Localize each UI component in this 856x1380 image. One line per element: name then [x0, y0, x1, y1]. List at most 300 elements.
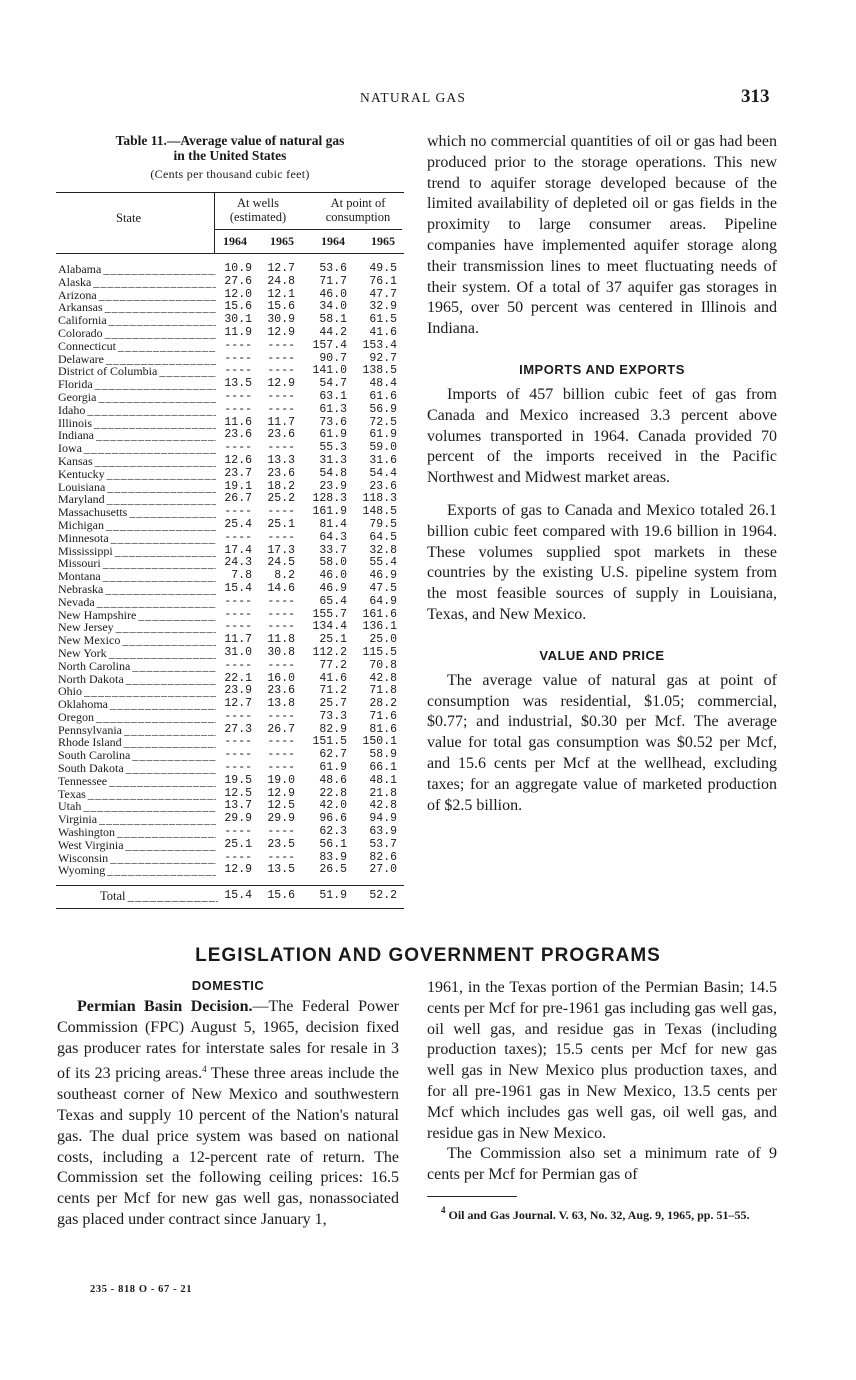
consumption-1965-cell: 61.9 — [369, 428, 397, 442]
consumption-1964-cell: 157.4 — [312, 338, 347, 352]
total-row — [56, 886, 404, 906]
state-cell: Texas _ _ _ — [58, 788, 216, 801]
footnote — [427, 1203, 777, 1223]
consumption-1965-cell: 55.4 — [369, 556, 397, 570]
state-cell: New York _ _ _ — [58, 647, 216, 660]
consumption-1965-cell: 63.9 — [369, 825, 397, 839]
consumption-1964-cell: 151.5 — [312, 735, 347, 749]
consumption-1965-cell: 56.9 — [369, 402, 397, 416]
wells-1965-cell: 11.7 — [267, 415, 295, 429]
wells-1965-cell: ---- — [267, 620, 295, 634]
consumption-1964-cell: 134.4 — [312, 620, 347, 634]
wells-1964-cell: 24.3 — [224, 556, 252, 570]
wells-1965-cell: 25.1 — [267, 517, 295, 531]
table-row — [56, 826, 404, 839]
state-cell: Connecticut _ _ _ — [58, 340, 216, 353]
consumption-1965-cell: 71.6 — [369, 709, 397, 723]
table-units: (Cents per thousand cubic feet) — [150, 167, 310, 181]
consumption-1964-cell: 90.7 — [319, 351, 347, 365]
state-cell: Nebraska _ _ _ — [58, 583, 216, 596]
footnote-text: Oil and Gas Journal. V. 63, No. 32, Aug. 9, 1965, pp. 51–55. — [448, 1207, 750, 1222]
state-cell: Michigan _ _ _ — [58, 519, 216, 532]
wells-1964-cell: ---- — [224, 709, 252, 723]
wells-1965-cell: 23.6 — [267, 684, 295, 698]
consumption-1965-cell: 81.6 — [369, 722, 397, 736]
state-cell: North Dakota _ _ _ — [58, 673, 216, 686]
wells-1965-cell: 12.9 — [267, 377, 295, 391]
permian-text-b: These three areas include the southeast corner of New Mexico and southwestern Texas and supply 10 percent of the Nation's natural gas. The dual price system was based on national costs, including a 12-percent rate of return. The Commission set the following ceiling prices: 16.5 cents per Mcf for new gas well gas, nonassociated gas placed under contract since January 1, — [57, 1065, 399, 1228]
wells-1964-cell: ---- — [224, 620, 252, 634]
consumption-1964-cell: 81.4 — [319, 517, 347, 531]
wells-1964-cell: 15.4 — [224, 581, 252, 595]
state-cell: Maryland _ _ _ — [58, 493, 216, 506]
consumption-1964-cell: 73.3 — [319, 709, 347, 723]
wells-1965-cell: 18.2 — [267, 479, 295, 493]
consumption-1964-cell: 25.7 — [319, 697, 347, 711]
consumption-1965-cell: 82.6 — [369, 850, 397, 864]
state-cell: Arkansas _ _ _ — [58, 301, 216, 314]
wells-1964-cell: ---- — [224, 351, 252, 365]
header-year: 1964 — [321, 234, 345, 248]
consumption-1964-cell: 46.9 — [319, 581, 347, 595]
ceiling-prices-continuation: 1961, in the Texas portion of the Permian Basin; 14.5 cents per Mcf for pre-1961 gas including gas well gas, oil well gas, and residue gas in Texas (including production taxes); 15.5 cents per Mcf for new gas well gas in New Mexico plus production taxes, and for all pre-1961 gas in New Mexico, 13.5 cents per Mcf which includes gas well gas, oil well gas, and residue gas in New Mexico. — [427, 979, 777, 1142]
consumption-1964-cell: 34.0 — [319, 300, 347, 314]
table-row — [56, 391, 404, 404]
table-row — [56, 583, 404, 596]
state-cell: Kansas _ _ _ — [58, 455, 216, 468]
state-cell: Wisconsin _ _ _ — [58, 852, 216, 865]
wells-1965-cell: ---- — [267, 351, 295, 365]
table-caption-line2: in the United States — [173, 148, 287, 163]
state-cell: New Hampshire _ _ _ — [58, 609, 216, 622]
wells-1965-cell: 30.9 — [267, 313, 295, 327]
wells-1964-cell: ---- — [224, 658, 252, 672]
wells-1964-cell: 12.6 — [224, 453, 252, 467]
consumption-1965-cell: 41.6 — [369, 325, 397, 339]
state-cell: Pennsylvania _ _ _ — [58, 724, 216, 737]
legislation-heading: LEGISLATION AND GOVERNMENT PROGRAMS — [195, 945, 661, 966]
state-cell: South Carolina _ _ _ — [58, 749, 216, 762]
consumption-1964-cell: 62.3 — [319, 825, 347, 839]
imports-exports-heading: IMPORTS AND EXPORTS — [519, 361, 685, 377]
total-label: Total _ _ _ — [100, 886, 218, 906]
consumption-1964-cell: 96.6 — [319, 812, 347, 826]
consumption-1965-cell: 153.4 — [362, 338, 397, 352]
wells-1965-cell: ---- — [267, 607, 295, 621]
printer-code: 235 - 818 O - 67 - 21 — [90, 1284, 193, 1295]
wells-1964-cell: 31.0 — [224, 645, 252, 659]
wells-1964-cell: 12.0 — [224, 287, 252, 301]
consumption-1965-cell: 79.5 — [369, 517, 397, 531]
wells-1965-cell: 29.9 — [267, 812, 295, 826]
state-cell: District of Columbia _ _ _ — [58, 365, 216, 378]
wells-1965-cell: 23.6 — [267, 428, 295, 442]
state-cell: Arizona _ _ _ — [58, 289, 216, 302]
consumption-1965-cell: 94.9 — [369, 812, 397, 826]
table-row — [56, 557, 404, 570]
wells-1964-cell: ---- — [224, 441, 252, 455]
state-cell: Missouri _ _ _ — [58, 557, 216, 570]
wells-1965-cell: 11.8 — [267, 633, 295, 647]
consumption-1964-cell: 55.3 — [319, 441, 347, 455]
state-cell: Mississippi _ _ _ — [58, 545, 216, 558]
consumption-1964-cell: 155.7 — [312, 607, 347, 621]
consumption-1965-cell: 53.7 — [369, 837, 397, 851]
consumption-1965-cell: 25.0 — [369, 633, 397, 647]
wells-1964-cell: ---- — [224, 825, 252, 839]
wells-1965-cell: 12.9 — [267, 325, 295, 339]
wells-1965-cell: 12.1 — [267, 287, 295, 301]
permian-text-a: —The Federal Power Commission (FPC) August 5, 1965, decision fixed gas producer rates for interstate sales for resale in 3 of its 23 pricing areas. — [57, 998, 399, 1083]
wells-1964-cell: 26.7 — [224, 492, 252, 506]
wells-1965-cell: ---- — [267, 338, 295, 352]
table-row — [56, 519, 404, 532]
wells-1965-cell: ---- — [267, 441, 295, 455]
state-cell: Utah _ _ _ — [58, 800, 216, 813]
consumption-1964-cell: 54.8 — [319, 466, 347, 480]
consumption-1964-cell: 83.9 — [319, 850, 347, 864]
state-cell: Wyoming _ _ _ — [58, 864, 216, 877]
table-row — [56, 276, 404, 289]
consumption-1965-cell: 46.9 — [369, 569, 397, 583]
state-cell: West Virginia _ _ _ — [58, 839, 216, 852]
total-consumption-1965: 52.2 — [369, 889, 397, 903]
consumption-1965-cell: 28.2 — [369, 697, 397, 711]
consumption-1964-cell: 71.2 — [319, 684, 347, 698]
running-header — [0, 86, 856, 110]
wells-1965-cell: 19.0 — [267, 773, 295, 787]
table-header — [56, 192, 404, 254]
wells-1965-cell: ---- — [267, 761, 295, 775]
wells-1965-cell: ---- — [267, 850, 295, 864]
wells-1965-cell: 12.7 — [267, 262, 295, 275]
state-cell: Ohio _ _ _ — [58, 685, 216, 698]
consumption-1964-cell: 161.9 — [312, 505, 347, 519]
table-row — [56, 839, 404, 852]
table-row — [56, 762, 404, 775]
wells-1964-cell: 11.7 — [224, 633, 252, 647]
table-row — [56, 634, 404, 647]
state-cell: Virginia _ _ _ — [58, 813, 216, 826]
wells-1965-cell: 24.8 — [267, 274, 295, 288]
consumption-1964-cell: 61.9 — [319, 761, 347, 775]
consumption-1965-cell: 72.5 — [369, 415, 397, 429]
consumption-1964-cell: 53.6 — [319, 262, 347, 275]
wells-1965-cell: 30.8 — [267, 645, 295, 659]
table-row — [56, 698, 404, 711]
consumption-1965-cell: 71.8 — [369, 684, 397, 698]
wells-1964-cell: ---- — [224, 530, 252, 544]
consumption-1964-cell: 48.6 — [319, 773, 347, 787]
wells-1964-cell: 12.9 — [224, 863, 252, 877]
consumption-1965-cell: 64.5 — [369, 530, 397, 544]
header-year: 1965 — [270, 234, 294, 248]
consumption-1964-cell: 23.9 — [319, 479, 347, 493]
value-paragraph: The average value of natural gas at point of consumption was residential, $1.05; commercial, $0.77; and industrial, $0.30 per Mcf. The average value for total gas consumption was $0.52 per Mcf, and 15.6 cents per Mcf at the wellhead, excluding taxes; for an aggregate value of marketed production of $2.5 billion. — [427, 671, 777, 814]
footnote-rule — [427, 1196, 517, 1197]
consumption-1965-cell: 23.6 — [369, 479, 397, 493]
state-cell: Idaho _ _ _ — [58, 404, 216, 417]
consumption-1965-cell: 136.1 — [362, 620, 397, 634]
table-row — [56, 263, 404, 276]
wells-1965-cell: 13.8 — [267, 697, 295, 711]
table-row — [56, 596, 404, 609]
value-price-heading: VALUE AND PRICE — [539, 647, 665, 663]
wells-1964-cell: 12.5 — [224, 786, 252, 800]
table-row — [56, 468, 404, 481]
wells-1964-cell: ---- — [224, 594, 252, 608]
wells-1965-cell: ---- — [267, 735, 295, 749]
wells-1965-cell: ---- — [267, 505, 295, 519]
consumption-1965-cell: 47.5 — [369, 581, 397, 595]
wells-1965-cell: 13.5 — [267, 863, 295, 877]
wells-1965-cell: 15.6 — [267, 300, 295, 314]
consumption-1964-cell: 26.5 — [319, 863, 347, 877]
state-cell: North Carolina _ _ _ — [58, 660, 216, 673]
consumption-1964-cell: 46.0 — [319, 569, 347, 583]
wells-1964-cell: 13.5 — [224, 377, 252, 391]
consumption-1964-cell: 63.1 — [319, 389, 347, 403]
header-at-wells: At wells (estimated) — [229, 196, 287, 224]
header-year: 1964 — [223, 234, 247, 248]
consumption-1965-cell: 27.0 — [369, 863, 397, 877]
consumption-1964-cell: 58.1 — [319, 313, 347, 327]
wells-1965-cell: 16.0 — [267, 671, 295, 685]
state-cell: Washington _ _ _ — [58, 826, 216, 839]
consumption-1965-cell: 48.1 — [369, 773, 397, 787]
consumption-1965-cell: 148.5 — [362, 505, 397, 519]
state-cell: South Dakota _ _ _ — [58, 762, 216, 775]
consumption-1965-cell: 64.9 — [369, 594, 397, 608]
table-row — [56, 660, 404, 673]
wells-1964-cell: 23.6 — [224, 428, 252, 442]
wells-1964-cell: 30.1 — [224, 313, 252, 327]
wells-1965-cell: ---- — [267, 709, 295, 723]
consumption-1964-cell: 54.7 — [319, 377, 347, 391]
wells-1965-cell: ---- — [267, 594, 295, 608]
state-cell: Georgia _ _ _ — [58, 391, 216, 404]
footnote-mark: 4 — [441, 1204, 446, 1215]
wells-1965-cell: 13.3 — [267, 453, 295, 467]
wells-1964-cell: ---- — [224, 364, 252, 378]
consumption-1965-cell: 58.9 — [369, 748, 397, 762]
state-cell: Louisiana _ _ _ — [58, 481, 216, 494]
consumption-1964-cell: 56.1 — [319, 837, 347, 851]
state-cell: Florida _ _ _ — [58, 378, 216, 391]
consumption-1964-cell: 42.0 — [319, 799, 347, 813]
wells-1964-cell: 15.6 — [224, 300, 252, 314]
consumption-1964-cell: 65.4 — [319, 594, 347, 608]
consumption-1965-cell: 47.7 — [369, 287, 397, 301]
state-cell: Indiana _ _ _ — [58, 429, 216, 442]
wells-1964-cell: ---- — [224, 748, 252, 762]
state-cell: Montana _ _ _ — [58, 570, 216, 583]
legislation-left-column — [57, 978, 399, 1231]
table-row — [56, 532, 404, 545]
consumption-1965-cell: 66.1 — [369, 761, 397, 775]
consumption-1964-cell: 82.9 — [319, 722, 347, 736]
consumption-1964-cell: 22.8 — [319, 786, 347, 800]
table-row — [56, 864, 404, 877]
wells-1965-cell: 17.3 — [267, 543, 295, 557]
consumption-1964-cell: 31.3 — [319, 453, 347, 467]
domestic-heading: DOMESTIC — [191, 978, 265, 993]
state-cell: Minnesota _ _ _ — [58, 532, 216, 545]
consumption-1964-cell: 33.7 — [319, 543, 347, 557]
consumption-1964-cell: 46.0 — [319, 287, 347, 301]
wells-1965-cell: 23.6 — [267, 466, 295, 480]
consumption-1964-cell: 25.1 — [319, 633, 347, 647]
wells-1964-cell: ---- — [224, 505, 252, 519]
state-cell: Illinois _ _ _ — [58, 417, 216, 430]
state-cell: Kentucky _ _ _ — [58, 468, 216, 481]
wells-1965-cell: ---- — [267, 530, 295, 544]
imports-paragraph: Imports of 457 billion cubic feet of gas from Canada and Mexico increased 3.3 percent above volumes transported in 1964. Canada provided 70 percent of the imports received in the Pacific Northwest and Midwest market areas. — [427, 385, 777, 487]
header-state: State — [116, 211, 141, 225]
consumption-1965-cell: 32.9 — [369, 300, 397, 314]
state-cell: Massachusetts _ _ _ — [58, 506, 216, 519]
total-wells-1965: 15.6 — [267, 889, 295, 903]
wells-1964-cell: 22.1 — [224, 671, 252, 685]
state-cell: Rhode Island _ _ _ — [58, 736, 216, 749]
wells-1965-cell: 25.2 — [267, 492, 295, 506]
wells-1965-cell: ---- — [267, 825, 295, 839]
table-row — [56, 775, 404, 788]
consumption-1965-cell: 54.4 — [369, 466, 397, 480]
table-row — [56, 340, 404, 353]
wells-1965-cell: 24.5 — [267, 556, 295, 570]
exports-paragraph: Exports of gas to Canada and Mexico totaled 26.1 billion cubic feet compared with 19.6 billion in 1964. These volumes supplied spot markets in these countries by the existing U.S. pipeline system from the most feasible sources of supply in Louisiana, Texas, and New Mexico. — [427, 501, 777, 623]
wells-1965-cell: ---- — [267, 748, 295, 762]
header-rule — [214, 229, 402, 230]
consumption-1964-cell: 44.2 — [319, 325, 347, 339]
consumption-1965-cell: 32.8 — [369, 543, 397, 557]
consumption-1965-cell: 48.4 — [369, 377, 397, 391]
wells-1964-cell: 7.8 — [231, 569, 252, 583]
consumption-1965-cell: 138.5 — [362, 364, 397, 378]
consumption-1965-cell: 161.6 — [362, 607, 397, 621]
wells-1964-cell: 27.6 — [224, 274, 252, 288]
consumption-1965-cell: 42.8 — [369, 671, 397, 685]
consumption-1964-cell: 58.0 — [319, 556, 347, 570]
wells-1964-cell: 19.1 — [224, 479, 252, 493]
consumption-1965-cell: 21.8 — [369, 786, 397, 800]
wells-1965-cell: 14.6 — [267, 581, 295, 595]
consumption-1965-cell: 115.5 — [362, 645, 397, 659]
wells-1965-cell: ---- — [267, 389, 295, 403]
state-cell: Delaware _ _ _ — [58, 353, 216, 366]
state-cell: Tennessee _ _ _ — [58, 775, 216, 788]
state-cell: Oregon _ _ _ — [58, 711, 216, 724]
wells-1964-cell: 25.4 — [224, 517, 252, 531]
wells-1964-cell: 11.6 — [224, 415, 252, 429]
wells-1964-cell: 17.4 — [224, 543, 252, 557]
consumption-1964-cell: 64.3 — [319, 530, 347, 544]
table-row — [56, 570, 404, 583]
state-cell: Alaska _ _ _ — [58, 276, 216, 289]
state-cell: Oklahoma _ _ _ — [58, 698, 216, 711]
table-row — [56, 711, 404, 724]
state-cell: Nevada _ _ _ — [58, 596, 216, 609]
wells-1964-cell: ---- — [224, 850, 252, 864]
table-caption-line1: Table 11.—Average value of natural gas — [115, 133, 345, 148]
consumption-1965-cell: 42.8 — [369, 799, 397, 813]
wells-1964-cell: ---- — [224, 761, 252, 775]
wells-1964-cell: 13.7 — [224, 799, 252, 813]
wells-1965-cell: ---- — [267, 658, 295, 672]
footnote-reference: 4 — [202, 1064, 207, 1075]
running-title: NATURAL GAS — [360, 90, 467, 105]
wells-1965-cell: 23.5 — [267, 837, 295, 851]
consumption-1965-cell: 150.1 — [362, 735, 397, 749]
total-consumption-1964: 51.9 — [319, 889, 347, 903]
wells-1964-cell: 10.9 — [224, 262, 252, 275]
consumption-1965-cell: 49.5 — [369, 262, 397, 275]
wells-1964-cell: ---- — [224, 607, 252, 621]
consumption-1964-cell: 71.7 — [319, 274, 347, 288]
table-row — [56, 327, 404, 340]
table-bottom-rule — [56, 908, 404, 909]
consumption-1965-cell: 70.8 — [369, 658, 397, 672]
wells-1964-cell: 23.7 — [224, 466, 252, 480]
consumption-1964-cell: 141.0 — [312, 364, 347, 378]
table-row — [56, 647, 404, 660]
value-table — [56, 133, 404, 909]
state-cell: Colorado _ _ _ — [58, 327, 216, 340]
wells-1964-cell: ---- — [224, 389, 252, 403]
legislation-right-column — [427, 978, 777, 1223]
minimum-rate-paragraph: The Commission also set a minimum rate of 9 cents per Mcf for Permian gas of — [427, 1145, 777, 1184]
state-cell: Alabama _ _ _ — [58, 263, 216, 276]
state-cell: New Jersey _ _ _ — [58, 621, 216, 634]
table-caption — [56, 133, 404, 163]
consumption-1964-cell: 61.9 — [319, 428, 347, 442]
consumption-1964-cell: 61.3 — [319, 402, 347, 416]
wells-1965-cell: 12.5 — [267, 799, 295, 813]
consumption-1964-cell: 77.2 — [319, 658, 347, 672]
wells-1965-cell: ---- — [267, 364, 295, 378]
consumption-1965-cell: 92.7 — [369, 351, 397, 365]
permian-runin-title: Permian Basin Decision. — [77, 998, 253, 1015]
consumption-1965-cell: 61.5 — [369, 313, 397, 327]
header-at-consumption: At point of consumption — [325, 196, 391, 224]
wells-1964-cell: 23.9 — [224, 684, 252, 698]
table-row — [56, 404, 404, 417]
right-column — [427, 132, 777, 816]
consumption-1964-cell: 73.6 — [319, 415, 347, 429]
consumption-1964-cell: 41.6 — [319, 671, 347, 685]
header-year: 1965 — [371, 234, 395, 248]
wells-1965-cell: 26.7 — [267, 722, 295, 736]
state-cell: New Mexico _ _ _ — [58, 634, 216, 647]
consumption-1964-cell: 62.7 — [319, 748, 347, 762]
state-cell: Iowa _ _ _ — [58, 442, 216, 455]
storage-continuation: which no commercial quantities of oil or gas had been produced prior to the storage operations. This new trend to aquifer storage developed because of the limited availability of depleted oil or gas fields in the proximity to large consumer areas. Pipeline companies have implemented aquifer storage along their transmission lines to meet fluctuating needs of their system. Of a total of 37 aquifer gas storages in 1965, over 50 percent was centered in Illinois and Indiana. — [427, 133, 777, 338]
wells-1965-cell: 8.2 — [274, 569, 295, 583]
wells-1964-cell: 25.1 — [224, 837, 252, 851]
state-cell: California _ _ _ — [58, 314, 216, 327]
consumption-1965-cell: 59.0 — [369, 441, 397, 455]
wells-1965-cell: 12.9 — [267, 786, 295, 800]
wells-1964-cell: 29.9 — [224, 812, 252, 826]
consumption-1965-cell: 61.6 — [369, 389, 397, 403]
wells-1964-cell: 27.3 — [224, 722, 252, 736]
page-number: 313 — [741, 86, 770, 107]
table-row — [56, 455, 404, 468]
wells-1964-cell: ---- — [224, 402, 252, 416]
consumption-1964-cell: 128.3 — [312, 492, 347, 506]
wells-1964-cell: ---- — [224, 735, 252, 749]
